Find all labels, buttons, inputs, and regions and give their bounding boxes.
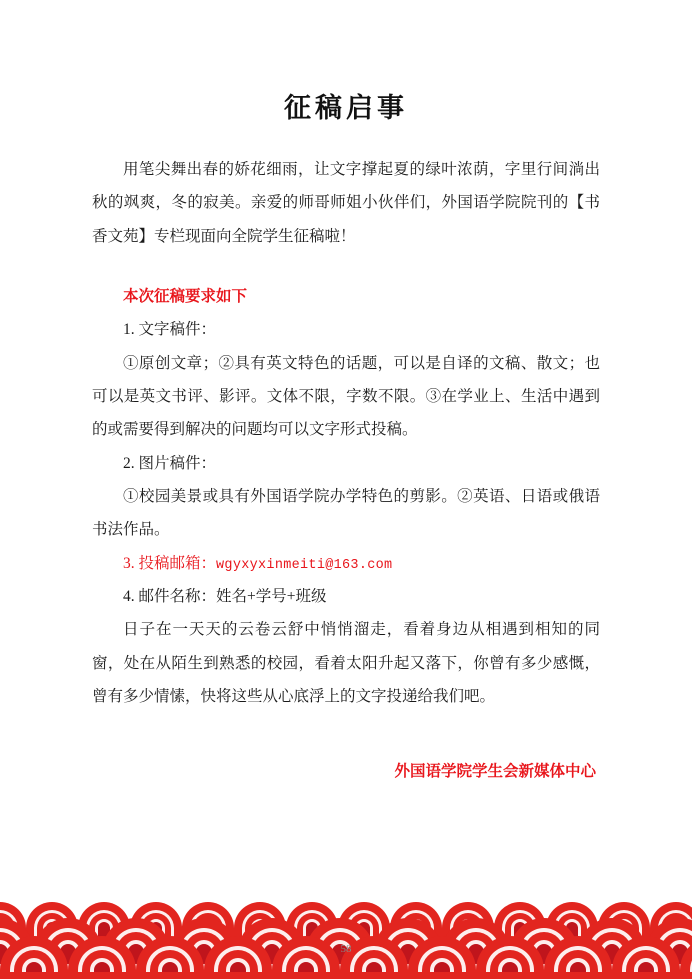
- requirement-detail-2: ①校园美景或具有外国语学院办学特色的剪影。②英语、日语或俄语书法作品。: [92, 488, 600, 539]
- spacer: [92, 125, 600, 153]
- signature-line: 外国语学院学生会新媒体中心: [394, 763, 596, 781]
- requirement-detail-1: ①原创文章；②具有英文特色的话题，可以是自译的文稿、散文；也可以是英文书评、影评。文体不限，字数不限。③在学业上、生活中遇到的或需要得到解决的问题均可以文字形式投稿。: [92, 354, 600, 439]
- requirements-heading: 本次征稿要求如下: [123, 287, 248, 305]
- requirement-item-2: 2. 图片稿件：: [123, 454, 217, 472]
- red-wave-scallop-pattern-icon: [0, 884, 692, 979]
- spacer: [92, 741, 600, 759]
- closing-paragraph: 日子在一天天的云卷云舒中悄悄溜走，看着身边从相遇到相知的同窗，处在从陌生到熟悉的校园，看着太阳升起又落下，你曾有多少感慨，曾有多少情愫，快将这些从心底浮上的文字投递给我们吧。: [92, 621, 600, 705]
- submission-email-label: 3. 投稿邮箱：: [123, 554, 217, 572]
- mail-name-line: 4. 邮件名称：姓名+学号+班级: [123, 587, 327, 605]
- submission-email-value[interactable]: wgyxyxinmeiti@163.com: [216, 557, 393, 573]
- intro-paragraph: 用笔尖舞出春的娇花细雨，让文字撑起夏的绿叶浓荫，字里行间淌出秋的飒爽，冬的寂美。亲爱的师哥师姐小伙伴们，外国语学院院刊的【书香文苑】专栏现面向全院学生征稿啦！: [92, 161, 600, 245]
- requirement-item-1: 1. 文字稿件：: [123, 321, 217, 339]
- submission-email-line: [92, 547, 600, 580]
- spacer: [92, 713, 600, 741]
- document-body: [92, 0, 600, 781]
- spacer: [92, 253, 600, 281]
- page-number: 58: [340, 943, 352, 955]
- page-title: 征稿启事: [284, 93, 408, 124]
